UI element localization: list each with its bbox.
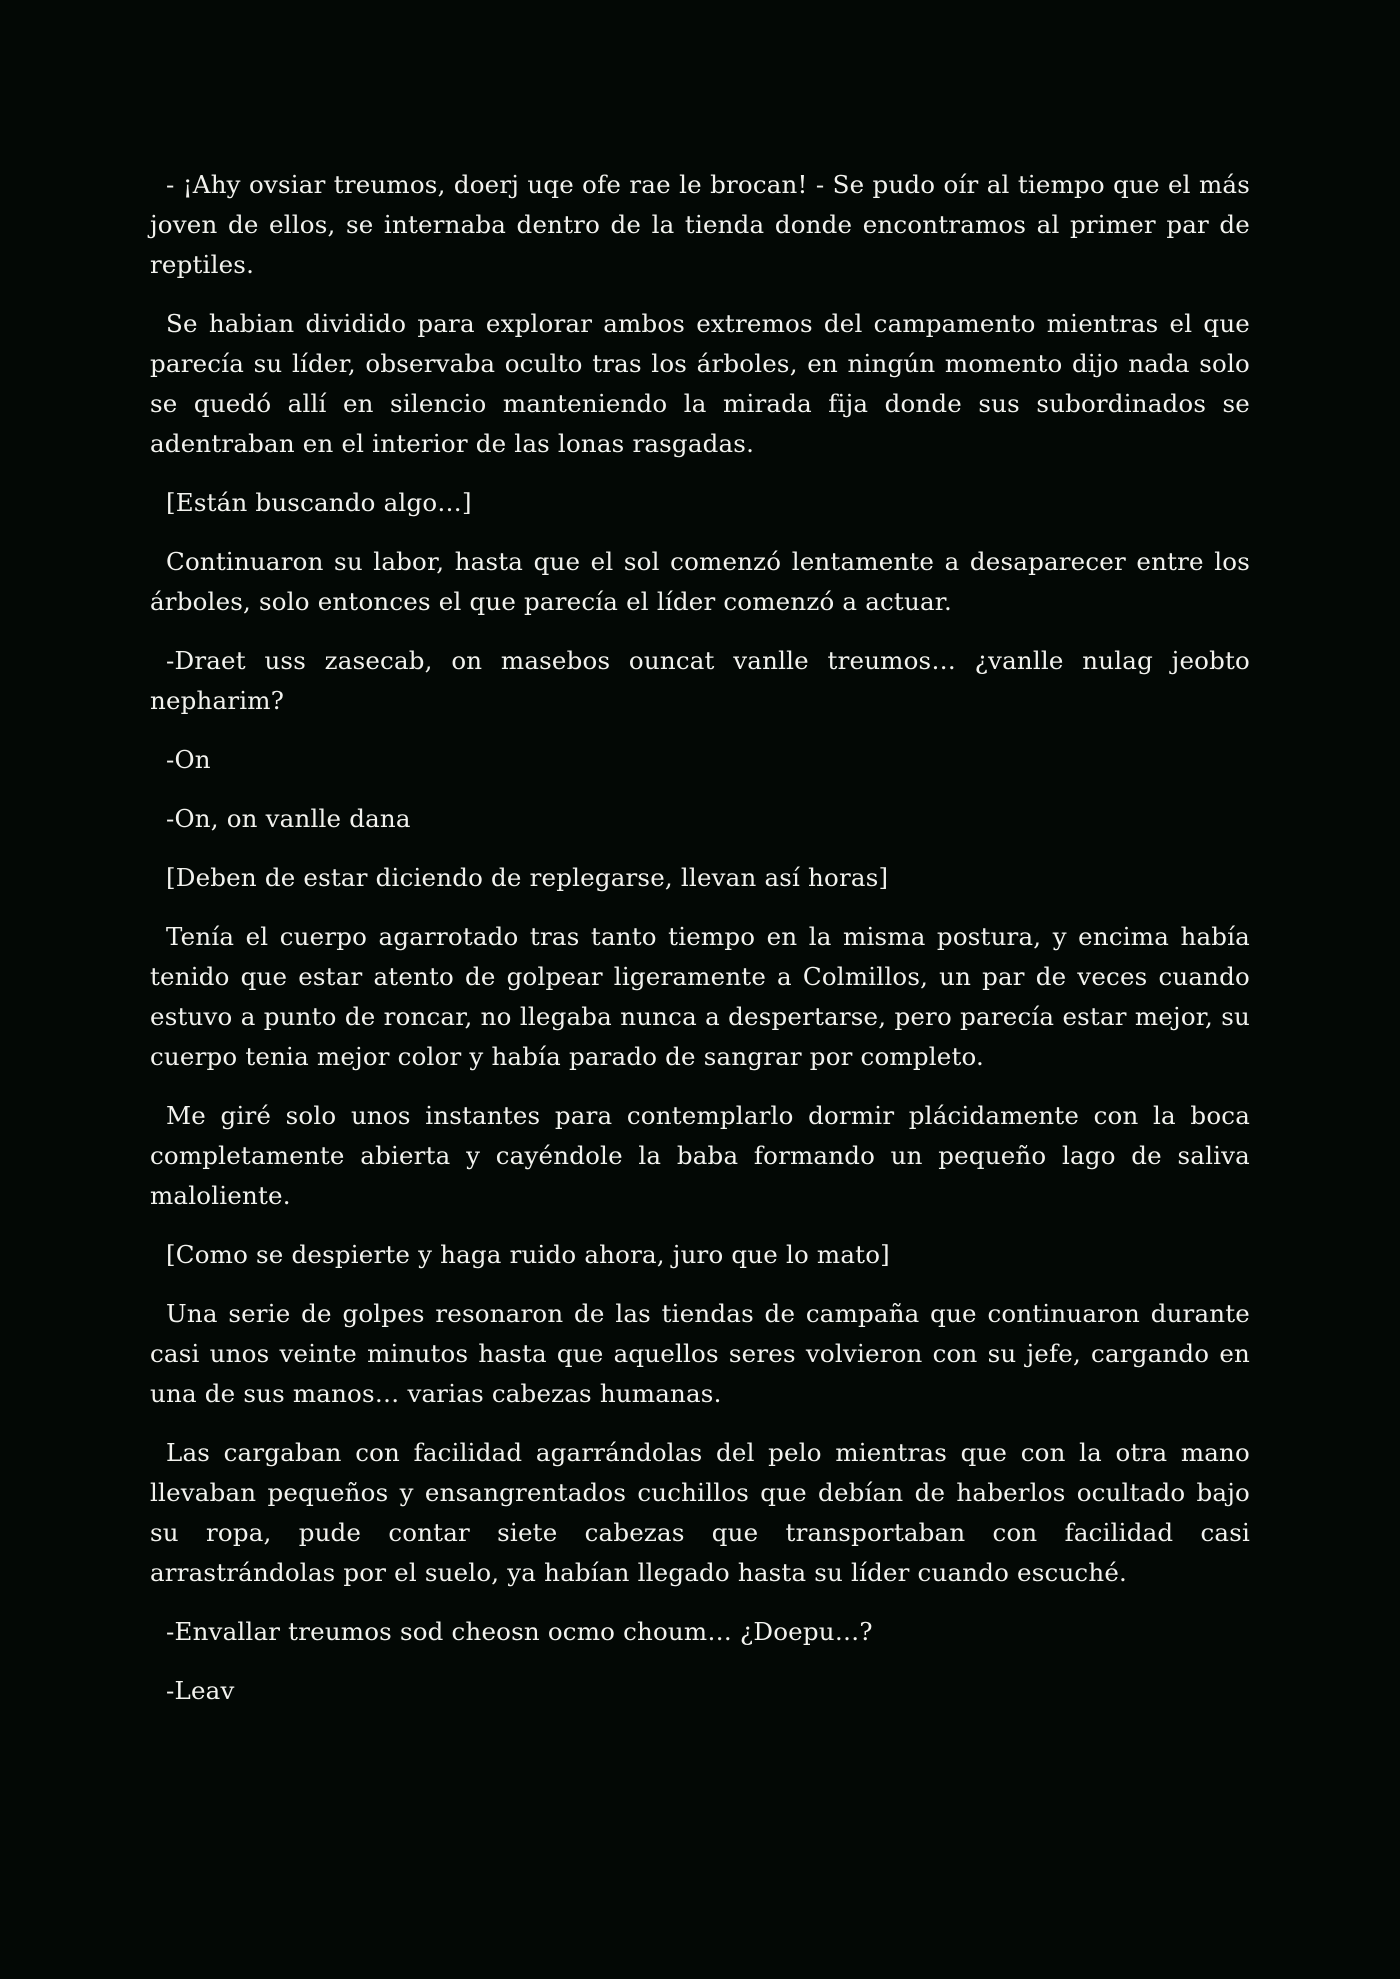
book-page [150, 165, 1250, 1730]
paragraph-8: [Deben de estar diciendo de replegarse, llevan así horas] [166, 863, 889, 892]
paragraph-3: [Están buscando algo…] [166, 488, 472, 517]
paragraph-12: Una serie de golpes resonaron de las tiendas de campaña que continuaron durante casi unos veinte minutos hasta que aquellos seres volvieron con su jefe, cargando en una de sus manos… varias cabezas humanas. [150, 1299, 1250, 1408]
paragraph-13: Las cargaban con facilidad agarrándolas del pelo mientras que con la otra mano llevaban pequeños y ensangrentados cuchillos que debían de haberlos ocultado bajo su ropa, pude contar siete cabezas que transportaban con facilidad casi arrastrándolas por el suelo, ya habían llegado hasta su líder cuando escuché. [150, 1438, 1250, 1587]
paragraph-14: -Envallar treumos sod cheosn ocmo choum… ¿Doepu…? [166, 1617, 873, 1646]
paragraph-10: Me giré solo unos instantes para contemplarlo dormir plácidamente con la boca completamente abierta y cayéndole la baba formando un pequeño lago de saliva maloliente. [150, 1101, 1250, 1210]
paragraph-11: [Como se despierte y haga ruido ahora, juro que lo mato] [166, 1240, 890, 1269]
paragraph-9: Tenía el cuerpo agarrotado tras tanto tiempo en la misma postura, y encima había tenido que estar atento de golpear ligeramente a Colmillos, un par de veces cuando estuvo a punto de roncar, no llegaba nunca a despertarse, pero parecía estar mejor, su cuerpo tenia mejor color y había parado de sangrar por completo. [150, 922, 1250, 1071]
paragraph-1: - ¡Ahy ovsiar treumos, doerj uqe ofe rae le brocan! - Se pudo oír al tiempo que el más joven de ellos, se internaba dentro de la tienda donde encontramos al primer par de reptiles. [150, 170, 1250, 279]
paragraph-15: -Leav [166, 1676, 235, 1705]
paragraph-2: Se habian dividido para explorar ambos extremos del campamento mientras el que parecía su líder, observaba oculto tras los árboles, en ningún momento dijo nada solo se quedó allí en silencio manteniendo la mirada fija donde sus subordinados se adentraban en el interior de las lonas rasgadas. [150, 309, 1250, 458]
paragraph-6: -On [166, 745, 211, 774]
paragraph-4: Continuaron su labor, hasta que el sol comenzó lentamente a desaparecer entre los árboles, solo entonces el que parecía el líder comenzó a actuar. [150, 547, 1250, 616]
paragraph-7: -On, on vanlle dana [166, 804, 411, 833]
paragraph-5: -Draet uss zasecab, on masebos ouncat vanlle treumos… ¿vanlle nulag jeobto nepharim? [150, 646, 1250, 715]
